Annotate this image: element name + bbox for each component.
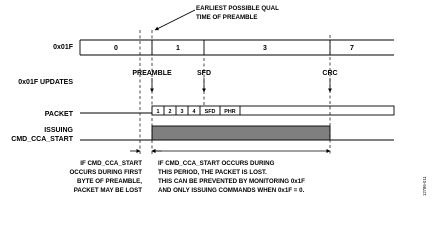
figure-id: 12786-011 [422, 176, 427, 196]
packet-field-2: 2 [168, 109, 172, 115]
sfd-event-label: SFD [197, 70, 211, 77]
updates-row-label: 0x01F UPDATES [18, 79, 73, 86]
first-byte-note-line3: BYTE OF PREAMBLE, [77, 178, 142, 185]
packet-field-4: 4 [192, 109, 196, 115]
qual-time-note-line2: TIME OF PREAMBLE [196, 14, 258, 21]
packet-field-sfd: SFD [204, 109, 216, 115]
packet-lost-note-line1: IF CMD_CCA_START OCCURS DURING [158, 160, 275, 167]
register-bus [80, 40, 394, 55]
register-value-1: 1 [176, 45, 180, 52]
qual-time-note-line1: EARLIEST POSSIBLE QUAL [196, 5, 279, 12]
issuing-row-label-line1: ISSUING [44, 127, 73, 134]
packet-lost-note [158, 160, 305, 194]
packet-row-label: PACKET [44, 111, 73, 118]
packet-lost-note-line2: THIS PERIOD, THE PACKET IS LOST. [158, 169, 267, 176]
packet-lost-note-line4: AND ONLY ISSUING COMMANDS WHEN 0x1F = 0. [158, 187, 305, 194]
packet-field-phr: PHR [224, 109, 236, 115]
first-byte-note-line1: IF CMD_CCA_START [80, 160, 142, 167]
register-value-7: 7 [350, 45, 354, 52]
packet-field-1: 1 [156, 109, 160, 115]
packet-field-3: 3 [180, 109, 184, 115]
register-row-label: 0x01F [53, 44, 73, 51]
packet-lost-period-bar [152, 126, 330, 140]
first-byte-note-line4: PACKET MAY BE LOST [73, 187, 142, 194]
first-byte-note [69, 160, 142, 194]
register-value-3: 3 [263, 45, 267, 52]
packet-lost-note-line3: THIS CAN BE PREVENTED BY MONITORING 0x1F [158, 178, 305, 185]
qual-time-arrow [155, 10, 195, 30]
update-event-arrows [152, 78, 330, 92]
crc-event-label: CRC [322, 70, 338, 77]
preamble-event-label: PREAMBLE [132, 70, 172, 77]
issuing-row-label-line2: CMD_CCA_START [11, 136, 73, 143]
packet-frame [152, 106, 394, 115]
register-value-0: 0 [114, 45, 118, 52]
first-byte-note-line2: OCCURS DURING FIRST [69, 169, 142, 176]
